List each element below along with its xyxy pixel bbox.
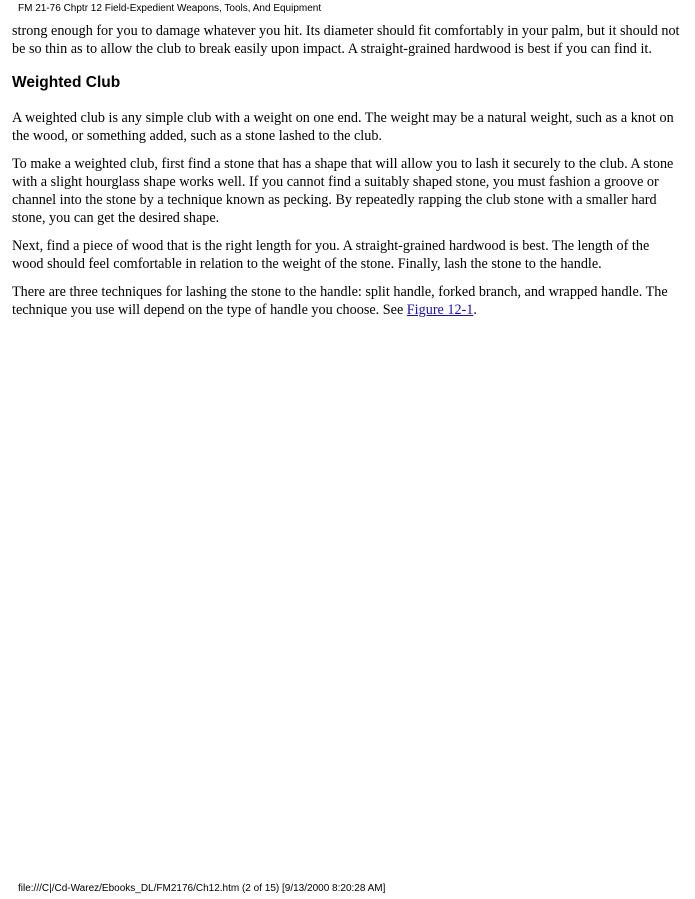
page-footer-url: file:///C|/Cd-Warez/Ebooks_DL/FM2176/Ch12.htm (2 of 15) [9/13/2000 8:20:28 AM] bbox=[18, 883, 386, 894]
figure-12-1-link[interactable]: Figure 12-1 bbox=[406, 302, 474, 318]
document-content bbox=[12, 22, 680, 329]
paragraph-lashing-techniques bbox=[12, 283, 680, 319]
page-header-title: FM 21-76 Chptr 12 Field-Expedient Weapons, Tools, And Equipment bbox=[18, 3, 322, 14]
paragraph-weighted-club-definition: A weighted club is any simple club with a weight on one end. The weight may be a natural weight, such as a knot on the wood, or something added, such as a stone lashed to the club. bbox=[12, 110, 674, 144]
paragraph-wood-handle: Next, find a piece of wood that is the right length for you. A straight-grained hardwood is best. The length of the wood should feel comfortable in relation to the weight of the stone. Finally, lash the stone to the handle. bbox=[12, 238, 650, 272]
lashing-text: There are three techniques for lashing the stone to the handle: split handle, forked branch, and wrapped handle. The technique you use will depend on the type of handle you choose. See bbox=[12, 284, 668, 318]
intro-paragraph: strong enough for you to damage whatever you hit. Its diameter should fit comfortably in your palm, but it should not be so thin as to allow the club to break easily upon impact. A straight-grained hardwood is best if you can find it. bbox=[12, 23, 680, 57]
section-heading-weighted-club: Weighted Club bbox=[12, 74, 121, 91]
lashing-text-end: . bbox=[473, 302, 477, 318]
paragraph-making-weighted-club: To make a weighted club, first find a stone that has a shape that will allow you to lash it securely to the club. A stone with a slight hourglass shape works well. If you cannot find a suitably shaped stone, you must fashion a groove or channel into the stone by a technique known as pecking. By repeatedly rapping the club stone with a smaller hard stone, you can get the desired shape. bbox=[12, 156, 674, 226]
